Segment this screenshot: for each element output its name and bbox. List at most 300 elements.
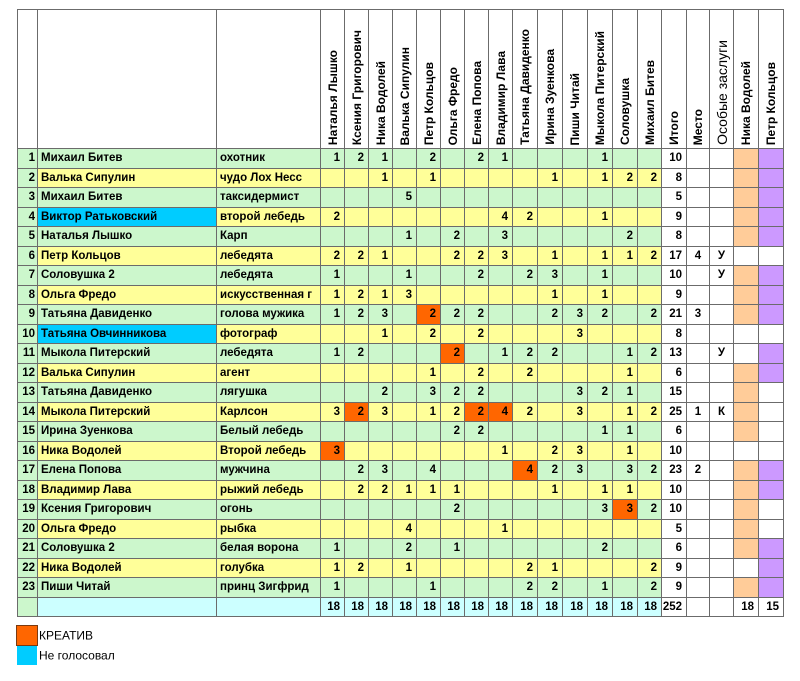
vote-cell: 3	[489, 227, 513, 247]
vote-cell	[369, 188, 393, 208]
vote-cell	[417, 188, 441, 208]
voter-total: 18	[563, 597, 588, 617]
vote-cell: 2	[465, 305, 489, 325]
vote-cell	[638, 422, 662, 442]
work-title: рыжий лебедь	[217, 480, 321, 500]
header-voter-label: Михаил Битев	[642, 60, 657, 145]
author-name: Соловушка 2	[38, 266, 217, 286]
vote-cell: 2	[513, 207, 538, 227]
header-extra	[759, 10, 784, 149]
vote-cell	[369, 441, 393, 461]
vote-cell	[538, 227, 563, 247]
vote-cell	[345, 363, 369, 383]
petr-mark	[759, 149, 784, 169]
vote-cell	[638, 324, 662, 344]
grand-total: 252	[662, 597, 687, 617]
special-merit	[710, 578, 734, 598]
petr-empty	[759, 441, 784, 461]
vote-cell	[417, 500, 441, 520]
vote-cell: 2	[441, 383, 465, 403]
author-name: Соловушка 2	[38, 539, 217, 559]
header-voter	[563, 10, 588, 149]
special-merit: У	[710, 266, 734, 286]
vote-cell: 3	[417, 383, 441, 403]
work-title: лебедята	[217, 266, 321, 286]
nika-mark	[734, 500, 759, 520]
petr-empty	[759, 500, 784, 520]
vote-cell: 1	[613, 441, 638, 461]
vote-cell: 2	[638, 578, 662, 598]
vote-cell	[513, 246, 538, 266]
vote-cell: 1	[613, 383, 638, 403]
row-number: 1	[18, 149, 38, 169]
voter-total: 18	[588, 597, 613, 617]
vote-cell	[513, 539, 538, 559]
vote-cell: 3	[563, 324, 588, 344]
vote-cell	[638, 480, 662, 500]
vote-cell	[441, 285, 465, 305]
special-merit	[710, 227, 734, 247]
author-name: Владимир Лава	[38, 480, 217, 500]
work-title: белая ворона	[217, 539, 321, 559]
vote-cell	[441, 558, 465, 578]
vote-cell: 2	[417, 149, 441, 169]
vote-cell	[563, 480, 588, 500]
vote-cell	[369, 422, 393, 442]
vote-cell	[393, 363, 417, 383]
vote-cell: 2	[321, 246, 345, 266]
vote-cell	[489, 383, 513, 403]
row-number: 5	[18, 227, 38, 247]
petr-mark	[759, 168, 784, 188]
vote-cell: 1	[588, 246, 613, 266]
legend-label: Не голосовал	[39, 648, 115, 663]
vote-cell-creative: 2	[441, 344, 465, 364]
vote-cell: 2	[369, 480, 393, 500]
header-voter	[638, 10, 662, 149]
place	[687, 558, 710, 578]
nika-empty	[734, 344, 759, 364]
place	[687, 519, 710, 539]
vote-cell	[489, 168, 513, 188]
vote-cell	[489, 266, 513, 286]
nika-mark	[734, 305, 759, 325]
vote-cell	[489, 558, 513, 578]
vote-cell: 2	[538, 461, 563, 481]
place	[687, 324, 710, 344]
special-merit	[710, 324, 734, 344]
vote-cell	[513, 441, 538, 461]
vote-cell	[393, 422, 417, 442]
vote-cell	[369, 519, 393, 539]
vote-cell	[538, 402, 563, 422]
vote-cell	[321, 500, 345, 520]
author-name: Мыкола Питерский	[38, 402, 217, 422]
vote-cell	[441, 578, 465, 598]
vote-cell	[563, 285, 588, 305]
nika-mark	[734, 480, 759, 500]
totals-author	[38, 597, 217, 617]
vote-cell: 2	[538, 305, 563, 325]
special-merit	[710, 285, 734, 305]
special-merit: К	[710, 402, 734, 422]
author-name: Татьяна Давиденко	[38, 383, 217, 403]
vote-cell: 1	[441, 480, 465, 500]
vote-cell	[513, 324, 538, 344]
table-row	[18, 246, 784, 266]
vote-cell: 4	[417, 461, 441, 481]
vote-cell: 2	[588, 539, 613, 559]
vote-cell	[465, 558, 489, 578]
vote-cell	[563, 149, 588, 169]
vote-cell	[538, 422, 563, 442]
table-row	[18, 500, 784, 520]
vote-cell	[638, 227, 662, 247]
vote-cell: 1	[588, 578, 613, 598]
vote-cell: 1	[321, 558, 345, 578]
vote-cell	[513, 422, 538, 442]
row-number: 12	[18, 363, 38, 383]
nika-mark	[734, 363, 759, 383]
vote-cell	[369, 266, 393, 286]
petr-mark	[759, 305, 784, 325]
author-name: Елена Попова	[38, 461, 217, 481]
header-voter	[613, 10, 638, 149]
vote-cell: 2	[513, 578, 538, 598]
vote-cell: 2	[513, 344, 538, 364]
vote-cell: 3	[613, 461, 638, 481]
vote-cell: 1	[369, 168, 393, 188]
vote-cell: 1	[588, 285, 613, 305]
vote-cell	[369, 363, 393, 383]
vote-cell	[345, 422, 369, 442]
vote-cell	[613, 519, 638, 539]
vote-cell	[563, 207, 588, 227]
vote-cell	[563, 558, 588, 578]
nika-mark	[734, 383, 759, 403]
vote-cell	[345, 519, 369, 539]
vote-cell	[321, 383, 345, 403]
vote-cell	[465, 578, 489, 598]
vote-cell: 1	[538, 246, 563, 266]
vote-cell-creative: 2	[465, 402, 489, 422]
work-title: Белый лебедь	[217, 422, 321, 442]
vote-cell: 2	[513, 402, 538, 422]
vote-cell: 1	[393, 480, 417, 500]
totals-place	[687, 597, 710, 617]
vote-cell	[369, 344, 393, 364]
vote-cell	[489, 363, 513, 383]
vote-cell	[538, 324, 563, 344]
vote-cell-creative: 3	[613, 500, 638, 520]
vote-cell	[345, 578, 369, 598]
vote-cell	[588, 227, 613, 247]
author-name: Мыкола Питерский	[38, 344, 217, 364]
vote-cell	[588, 188, 613, 208]
row-total: 9	[662, 578, 687, 598]
row-total: 5	[662, 188, 687, 208]
vote-cell	[417, 558, 441, 578]
header-total-label: Итого	[667, 111, 681, 145]
vote-cell	[563, 363, 588, 383]
nika-empty	[734, 558, 759, 578]
header-place	[687, 10, 710, 149]
vote-cell	[465, 188, 489, 208]
work-title: фотограф	[217, 324, 321, 344]
vote-cell	[638, 207, 662, 227]
vote-cell	[513, 149, 538, 169]
author-name: Ника Водолей	[38, 441, 217, 461]
place	[687, 266, 710, 286]
vote-cell	[489, 324, 513, 344]
vote-cell	[321, 519, 345, 539]
header-voter-label: Наталья Лышко	[325, 49, 340, 145]
vote-cell: 2	[638, 402, 662, 422]
row-total: 21	[662, 305, 687, 325]
vote-cell	[563, 344, 588, 364]
vote-cell	[321, 363, 345, 383]
vote-cell: 2	[441, 402, 465, 422]
vote-cell	[538, 539, 563, 559]
vote-cell: 3	[563, 441, 588, 461]
row-total: 5	[662, 519, 687, 539]
vote-cell	[638, 383, 662, 403]
vote-cell: 1	[588, 480, 613, 500]
nika-mark	[734, 149, 759, 169]
vote-cell: 2	[441, 422, 465, 442]
vote-cell: 1	[613, 363, 638, 383]
vote-cell: 1	[417, 578, 441, 598]
vote-cell: 3	[369, 305, 393, 325]
row-number: 23	[18, 578, 38, 598]
author-name: Петр Кольцов	[38, 246, 217, 266]
author-name: Ника Водолей	[38, 558, 217, 578]
vote-cell: 2	[321, 207, 345, 227]
row-total: 8	[662, 227, 687, 247]
place	[687, 363, 710, 383]
vote-cell	[345, 188, 369, 208]
vote-cell: 1	[538, 168, 563, 188]
voter-total: 18	[321, 597, 345, 617]
legend-label: КРЕАТИВ	[39, 628, 94, 643]
row-total: 23	[662, 461, 687, 481]
header-voter-label: Мыкола Питерский	[593, 30, 607, 145]
work-title: рыбка	[217, 519, 321, 539]
table-row	[18, 266, 784, 286]
vote-cell	[441, 207, 465, 227]
vote-cell	[489, 422, 513, 442]
special-merit	[710, 305, 734, 325]
vote-cell	[417, 344, 441, 364]
table-row	[18, 363, 784, 383]
row-number: 8	[18, 285, 38, 305]
work-title: искусственная г	[217, 285, 321, 305]
vote-cell: 3	[563, 461, 588, 481]
vote-cell	[393, 168, 417, 188]
vote-cell	[613, 207, 638, 227]
author-name: Татьяна Давиденко	[38, 305, 217, 325]
vote-cell: 2	[613, 168, 638, 188]
vote-cell: 2	[538, 578, 563, 598]
vote-cell	[345, 168, 369, 188]
vote-cell: 1	[588, 422, 613, 442]
vote-cell	[441, 441, 465, 461]
vote-cell: 2	[345, 558, 369, 578]
work-title: чудо Лох Несс	[217, 168, 321, 188]
place	[687, 500, 710, 520]
voter-total: 18	[538, 597, 563, 617]
vote-cell: 1	[321, 578, 345, 598]
header-voter-label: Петр Кольцов	[421, 61, 436, 145]
author-name: Наталья Лышко	[38, 227, 217, 247]
vote-cell	[489, 305, 513, 325]
row-number: 20	[18, 519, 38, 539]
vote-cell: 2	[638, 344, 662, 364]
vote-cell: 2	[465, 363, 489, 383]
vote-cell-creative: 2	[417, 305, 441, 325]
vote-cell	[345, 227, 369, 247]
table-row	[18, 285, 784, 305]
table-row	[18, 422, 784, 442]
vote-cell	[369, 207, 393, 227]
row-total: 25	[662, 402, 687, 422]
vote-cell: 2	[538, 441, 563, 461]
vote-cell	[489, 285, 513, 305]
petr-empty	[759, 402, 784, 422]
table-row	[18, 207, 784, 227]
special-merit	[710, 539, 734, 559]
row-total: 9	[662, 285, 687, 305]
voter-total: 18	[465, 597, 489, 617]
voter-total: 18	[441, 597, 465, 617]
vote-cell-creative: 4	[489, 402, 513, 422]
vote-cell	[417, 539, 441, 559]
row-total: 10	[662, 441, 687, 461]
row-total: 6	[662, 422, 687, 442]
vote-cell: 1	[369, 324, 393, 344]
vote-cell: 1	[393, 558, 417, 578]
vote-cell: 2	[345, 480, 369, 500]
voter-total: 18	[345, 597, 369, 617]
voter-total: 18	[393, 597, 417, 617]
header-extra	[734, 10, 759, 149]
vote-cell: 4	[393, 519, 417, 539]
place	[687, 578, 710, 598]
header-voter	[441, 10, 465, 149]
header-place-label: Место	[691, 108, 705, 145]
vote-cell	[489, 500, 513, 520]
vote-cell: 1	[321, 344, 345, 364]
vote-cell: 2	[513, 558, 538, 578]
place: 4	[687, 246, 710, 266]
table-row	[18, 324, 784, 344]
vote-cell: 1	[489, 149, 513, 169]
header-voter	[513, 10, 538, 149]
header-title-cell	[217, 10, 321, 149]
petr-mark	[759, 207, 784, 227]
vote-cell-creative: 2	[345, 402, 369, 422]
header-voter-label: Татьяна Давиденко	[518, 29, 532, 145]
nika-mark	[734, 422, 759, 442]
vote-cell: 1	[538, 558, 563, 578]
vote-cell	[417, 422, 441, 442]
vote-cell: 2	[638, 305, 662, 325]
nika-mark	[734, 188, 759, 208]
special-merit: У	[710, 246, 734, 266]
author-name: Валька Сипулин	[38, 168, 217, 188]
vote-cell	[588, 519, 613, 539]
vote-cell	[563, 266, 588, 286]
vote-cell	[465, 168, 489, 188]
special-merit	[710, 149, 734, 169]
voter-total: 18	[489, 597, 513, 617]
vote-cell	[465, 344, 489, 364]
vote-cell: 2	[441, 227, 465, 247]
row-number: 14	[18, 402, 38, 422]
petr-empty	[759, 422, 784, 442]
header-row	[18, 10, 784, 149]
vote-cell	[465, 227, 489, 247]
vote-cell	[563, 578, 588, 598]
table-row	[18, 402, 784, 422]
header-voter-label: Ксения Григорович	[349, 29, 364, 145]
vote-cell: 1	[613, 344, 638, 364]
table-row	[18, 441, 784, 461]
vote-cell	[588, 324, 613, 344]
vote-cell: 2	[588, 383, 613, 403]
vote-cell: 2	[393, 539, 417, 559]
vote-cell: 3	[563, 305, 588, 325]
vote-cell: 1	[588, 207, 613, 227]
vote-cell: 2	[538, 344, 563, 364]
header-voter	[417, 10, 441, 149]
vote-cell-creative: 4	[513, 461, 538, 481]
special-merit	[710, 500, 734, 520]
vote-cell: 2	[638, 168, 662, 188]
work-title: второй лебедь	[217, 207, 321, 227]
table-row	[18, 383, 784, 403]
vote-cell	[441, 461, 465, 481]
nika-empty	[734, 246, 759, 266]
vote-cell: 2	[638, 558, 662, 578]
vote-cell: 2	[613, 227, 638, 247]
vote-cell	[369, 558, 393, 578]
petr-mark	[759, 363, 784, 383]
row-total: 6	[662, 539, 687, 559]
place	[687, 480, 710, 500]
vote-cell: 2	[345, 285, 369, 305]
vote-cell	[321, 227, 345, 247]
vote-cell: 3	[393, 285, 417, 305]
row-number: 21	[18, 539, 38, 559]
petr-mark	[759, 480, 784, 500]
special-merit	[710, 558, 734, 578]
vote-cell: 1	[369, 285, 393, 305]
vote-cell	[513, 168, 538, 188]
row-total: 10	[662, 266, 687, 286]
nika-mark	[734, 402, 759, 422]
vote-cell	[638, 188, 662, 208]
vote-cell	[588, 344, 613, 364]
row-number: 3	[18, 188, 38, 208]
vote-cell	[513, 519, 538, 539]
special-merit	[710, 207, 734, 227]
voter-total: 18	[613, 597, 638, 617]
vote-cell: 2	[441, 246, 465, 266]
row-total: 9	[662, 207, 687, 227]
vote-cell	[369, 578, 393, 598]
special-merit	[710, 363, 734, 383]
